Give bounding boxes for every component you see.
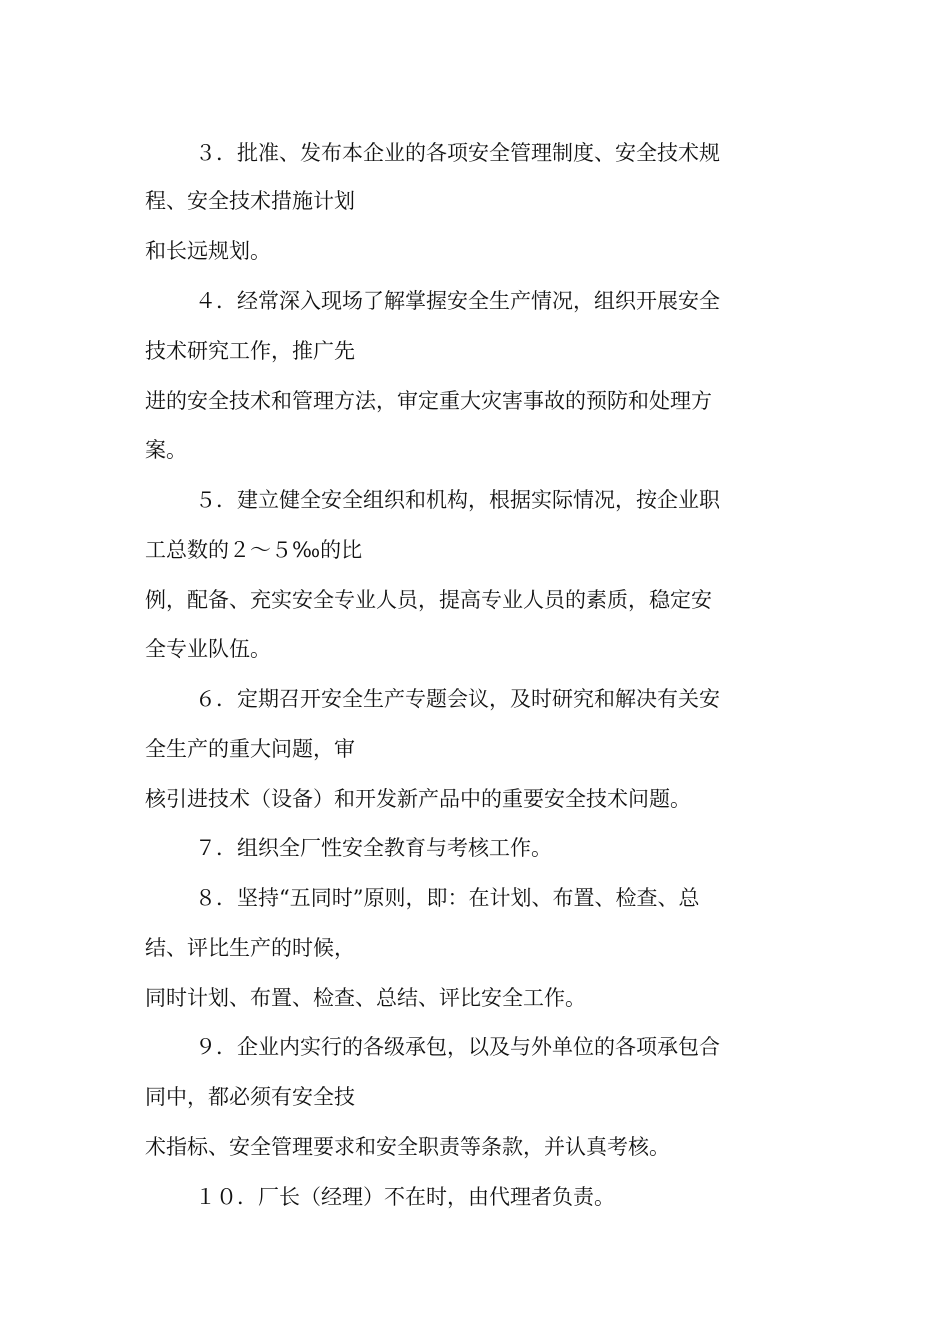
item-3-line-2: 程、安全技术措施计划 <box>145 189 355 213</box>
item-10-line-1: １０．厂长（经理）不在时，由代理者负责。 <box>195 1185 615 1209</box>
item-4-line-2: 技术研究工作，推广先 <box>145 339 355 363</box>
item-7-line-1: ７．组织全厂性安全教育与考核工作。 <box>195 836 552 860</box>
item-5-line-1: ５．建立健全安全组织和机构，根据实际情况，按企业职 <box>195 488 720 512</box>
item-9-line-2: 同中，都必须有安全技 <box>145 1085 355 1109</box>
item-5-line-4: 全专业队伍。 <box>145 637 271 661</box>
item-8-line-3: 同时计划、布置、检查、总结、评比安全工作。 <box>145 986 586 1010</box>
item-8-line-2: 结、评比生产的时候， <box>145 936 355 960</box>
item-4-line-4: 案。 <box>145 438 187 462</box>
item-5-line-2: 工总数的２～５‰的比 <box>145 538 363 562</box>
item-6-line-2: 全生产的重大问题，审 <box>145 737 355 761</box>
item-6-line-3: 核引进技术（设备）和开发新产品中的重要安全技术问题。 <box>145 787 691 811</box>
item-9-line-3: 术指标、安全管理要求和安全职责等条款，并认真考核。 <box>145 1135 670 1159</box>
item-5-line-3: 例，配备、充实安全专业人员，提高专业人员的素质，稳定安 <box>145 588 712 612</box>
item-8-line-1: ８．坚持“五同时”原则，即：在计划、布置、检查、总 <box>195 886 700 910</box>
item-4-line-3: 进的安全技术和管理方法，审定重大灾害事故的预防和处理方 <box>145 389 712 413</box>
item-3-line-1: ３．批准、发布本企业的各项安全管理制度、安全技术规 <box>195 141 720 165</box>
item-4-line-1: ４．经常深入现场了解掌握安全生产情况，组织开展安全 <box>195 289 720 313</box>
item-3-line-3: 和长远规划。 <box>145 239 271 263</box>
item-6-line-1: ６．定期召开安全生产专题会议，及时研究和解决有关安 <box>195 687 720 711</box>
item-9-line-1: ９．企业内实行的各级承包，以及与外单位的各项承包合 <box>195 1035 720 1059</box>
